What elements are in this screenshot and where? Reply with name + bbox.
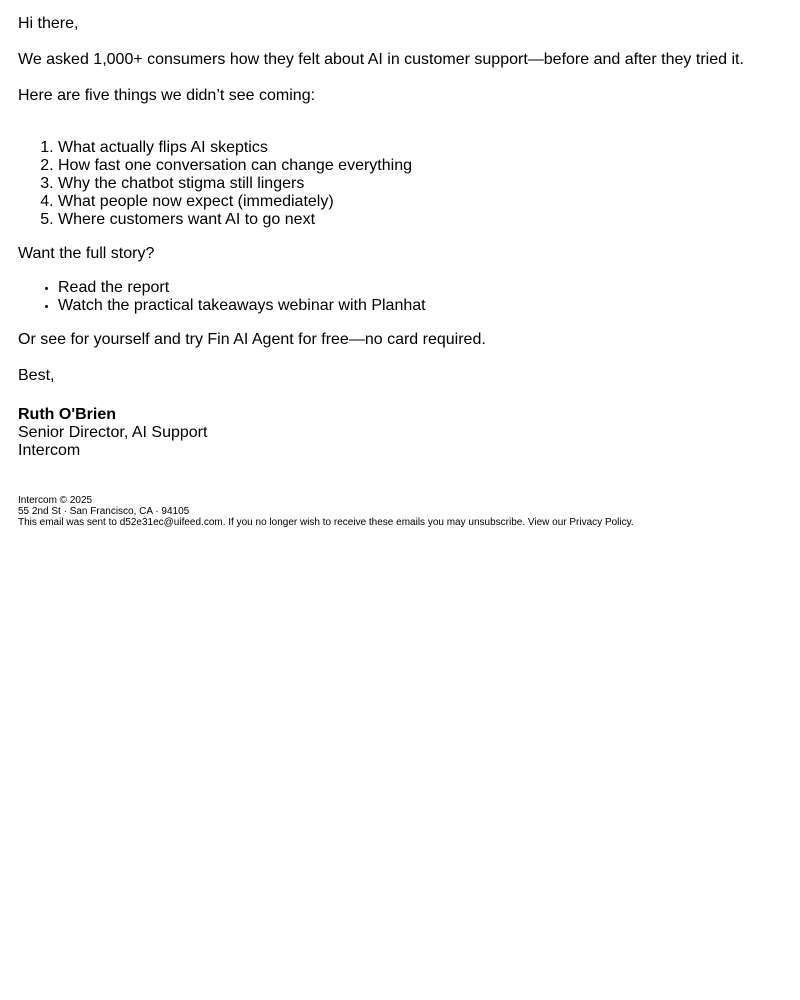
want-story-text: Want the full story? xyxy=(18,245,155,262)
list-item: 5. Where customers want AI to go next xyxy=(58,211,788,229)
signature-company: Intercom xyxy=(18,442,81,459)
privacy-suffix: . xyxy=(630,517,634,528)
resource-links-list xyxy=(18,279,788,315)
trial-text-before: Or see for yourself and try xyxy=(18,331,208,348)
fin-trial-link[interactable]: Fin AI Agent for free xyxy=(207,331,349,348)
footer-address: 55 2nd St · San Francisco, CA · 94105 xyxy=(18,506,190,517)
privacy-policy-link[interactable]: Privacy Policy xyxy=(569,517,631,528)
findings-list xyxy=(18,139,788,229)
signature-title: Senior Director, AI Support xyxy=(18,424,208,441)
sent-to-prefix: This email was sent to xyxy=(18,517,120,528)
footer-copyright: Intercom © 2025 xyxy=(18,495,93,506)
email-footer xyxy=(18,495,788,528)
read-report-link[interactable]: Read the report xyxy=(58,279,170,296)
list-item xyxy=(58,279,788,297)
unsubscribe-link[interactable]: unsubscribe xyxy=(468,517,523,528)
privacy-prefix: . View our xyxy=(522,517,570,528)
list-item xyxy=(58,297,788,315)
footer-notice xyxy=(18,517,788,528)
trial-paragraph xyxy=(18,331,788,349)
list-item: 1. What actually flips AI skeptics xyxy=(58,139,788,157)
trial-text-after: —no card required. xyxy=(348,331,486,348)
email-body xyxy=(18,15,788,528)
signoff: Best, xyxy=(18,367,55,384)
unsubscribe-prefix: . If you no longer wish to receive these emails you may xyxy=(222,517,469,528)
lead-paragraph: Here are five things we didn’t see coming: xyxy=(18,87,316,104)
watch-webinar-link[interactable]: Watch the practical takeaways webinar with Planhat xyxy=(58,297,426,314)
recipient-email-link[interactable]: d52e31ec@uifeed.com xyxy=(119,517,223,528)
intro-paragraph: We asked 1,000+ consumers how they felt about AI in customer support—before and after they tried it. xyxy=(18,51,744,68)
signature-name: Ruth O'Brien xyxy=(18,406,117,423)
list-item: 2. How fast one conversation can change everything xyxy=(58,157,788,175)
greeting: Hi there, xyxy=(18,15,79,32)
list-item: 3. Why the chatbot stigma still lingers xyxy=(58,175,788,193)
list-item: 4. What people now expect (immediately) xyxy=(58,193,788,211)
signature-block xyxy=(18,406,788,460)
